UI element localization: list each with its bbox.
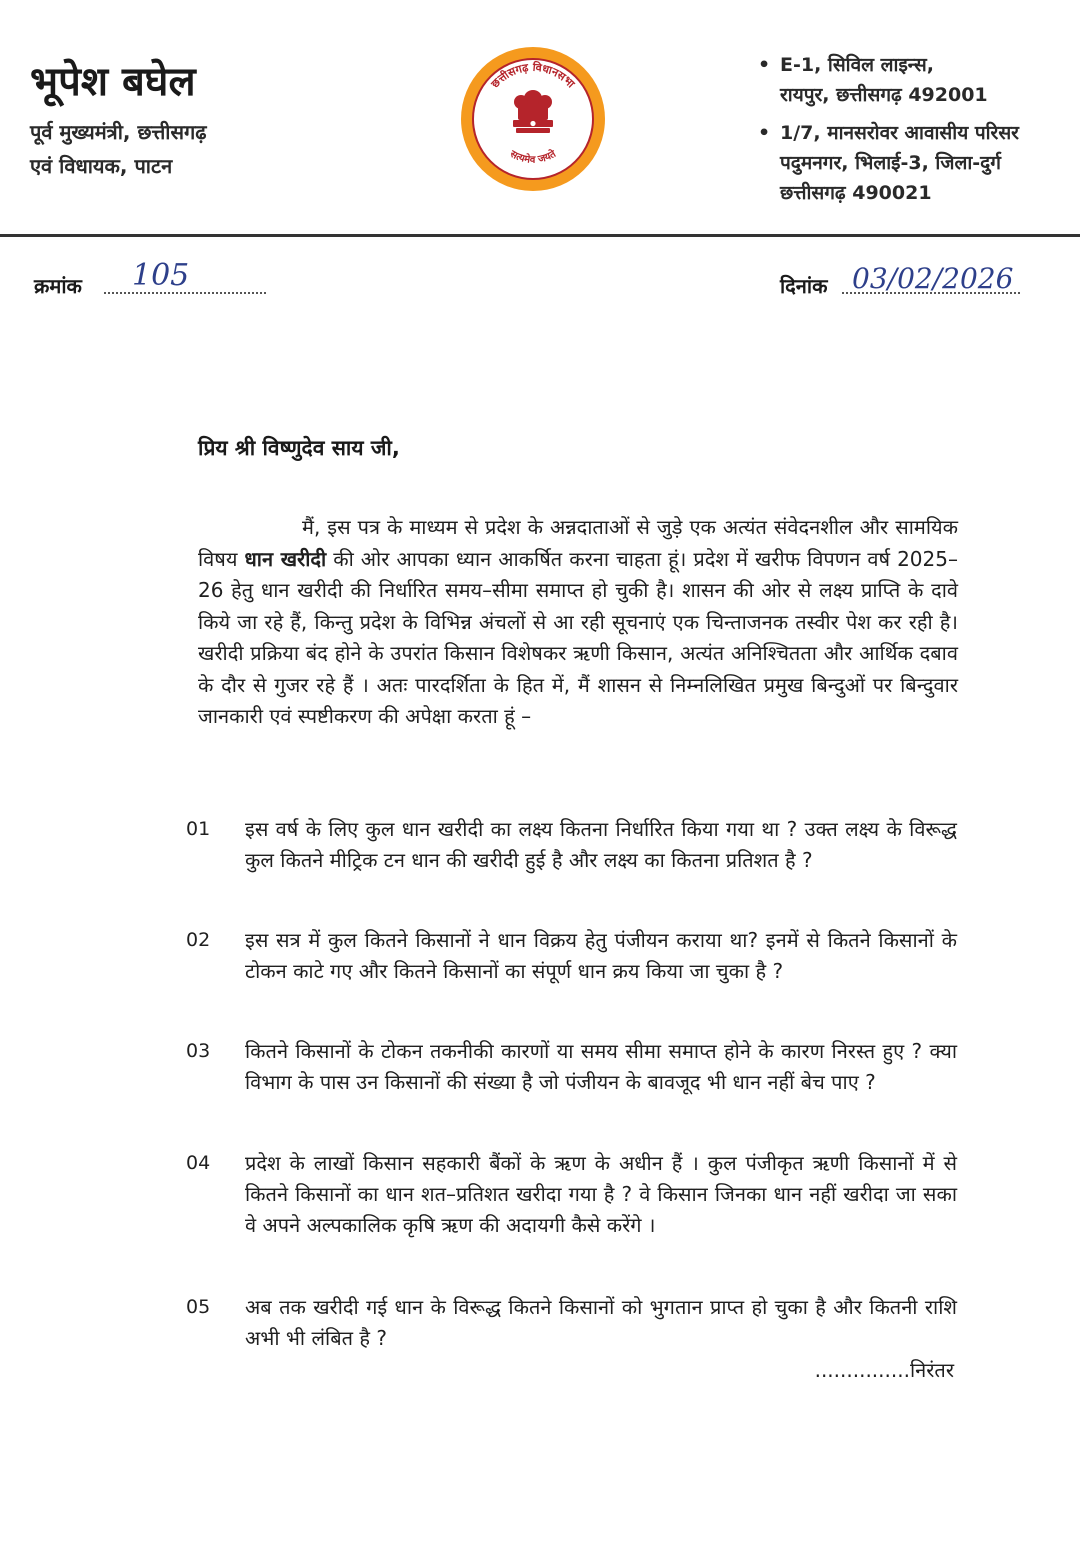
question-number: 03: [186, 1040, 211, 1062]
dinank-value: 03/02/2026: [852, 262, 1014, 295]
bullet-icon: •: [758, 122, 771, 144]
question-text: इस सत्र में कुल कितने किसानों ने धान विक्रय हेतु पंजीयन कराया था? इनमें से कितने किसानों के टोकन काटे गए और कितने किसानों का संपूर्ण धान क्रय किया जा चुका है ?: [245, 928, 957, 983]
bullet-icon: •: [758, 54, 771, 76]
lion-capital-icon: [513, 90, 553, 133]
body-text-part2: की ओर आपका ध्यान आकर्षित करना चाहता हूं। प्रदेश में खरीफ विपणन वर्ष 2025–26 हेतु धान खरीदी की निर्धारित समय–सीमा समाप्त हो चुकी है। शासन की ओर से लक्ष्य प्राप्ति के दावे किये जा रहे हैं, किन्तु प्रदेश के विभिन्न अंचलों से आ रही सूचनाएं एक चिन्ताजनक तस्वीर पेश कर रही है। खरीदी प्रक्रिया बंद होने के उपरांत किसान विशेषकर ऋणी किसान, अत्यंत अनिश्चितता और आर्थिक दबाव के दौर से गुजर रहे हैं । अतः पारदर्शिता के हित में, मैं शासन से निम्नलिखित प्रमुख बिन्दुओं पर बिन्दुवार जानकारी एवं स्पष्टीकरण की अपेक्षा करता हूं –: [198, 546, 958, 728]
emblem-text-top: छत्तीसगढ़ विधानसभा: [488, 60, 578, 91]
dinank-label: दिनांक: [780, 274, 828, 298]
address-raipur: [760, 50, 988, 110]
body-text-bold: धान खरीदी: [244, 546, 327, 571]
continued-marker: ...............निरंतर: [814, 1358, 954, 1382]
address-raipur-line1: E-1, सिविल लाइन्स,: [780, 54, 934, 76]
vidhan-sabha-emblem: [458, 44, 608, 194]
salutation: प्रिय श्री विष्णुदेव साय जी,: [198, 436, 400, 460]
body-paragraph: [198, 512, 958, 733]
sender-name: भूपेश बघेल: [30, 59, 196, 105]
question-number: 05: [186, 1296, 211, 1318]
letterhead-divider: [0, 234, 1080, 237]
question-number: 04: [186, 1152, 211, 1174]
emblem-text-bottom: सत्यमेव जयते: [508, 148, 558, 166]
address-raipur-line2: रायपुर, छत्तीसगढ़ 492001: [780, 84, 988, 106]
question-text: कितने किसानों के टोकन तकनीकी कारणों या समय सीमा समाप्त होने के कारण निरस्त हुए ? क्या विभाग के पास उन किसानों की संख्या है जो पंजीयन के बावजूद भी धान नहीं बेच पाए ?: [245, 1039, 957, 1094]
body-text-part1: मैं, इस पत्र के माध्यम से प्रदेश के अन्नदाताओं से जुड़े एक अत्यंत संवेदनशील और सामयिक विषय: [198, 515, 958, 571]
address-bhilai-line1: 1/7, मानसरोवर आवासीय परिसर: [780, 122, 1019, 144]
address-bhilai-line3: छत्तीसगढ़ 490021: [780, 182, 932, 204]
question-text: इस वर्ष के लिए कुल धान खरीदी का लक्ष्य कितना निर्धारित किया गया था ? उक्त लक्ष्य के विरूद्ध कुल कितने मीट्रिक टन धान की खरीदी हुई है और लक्ष्य का कितना प्रतिशत है ?: [245, 817, 957, 872]
question-text: अब तक खरीदी गई धान के विरूद्ध कितने किसानों को भुगतान प्राप्त हो चुका है और कितनी राशि अभी भी लंबित है ?: [245, 1295, 957, 1350]
kramank-label: क्रमांक: [34, 274, 82, 298]
question-text: प्रदेश के लाखों किसान सहकारी बैंकों के ऋण के अधीन हैं । कुल पंजीकृत ऋणी किसानों में से कितने किसानों का धान शत–प्रतिशत खरीदा गया है ? वे किसान जिनका धान नहीं खरीदा जा सका वे अपने अल्पकालिक कृषि ऋण की अदायगी कैसे करेंगे ।: [245, 1151, 957, 1237]
sender-title-line1: पूर्व मुख्यमंत्री, छत्तीसगढ़: [30, 120, 207, 144]
address-bhilai: [760, 118, 1019, 208]
question-number: 01: [186, 818, 211, 840]
address-bhilai-line2: पदुमनगर, भिलाई-3, जिला-दुर्ग: [780, 152, 1001, 174]
kramank-value: 105: [132, 258, 190, 293]
question-number: 02: [186, 929, 211, 951]
sender-title-line2: एवं विधायक, पाटन: [30, 154, 173, 178]
